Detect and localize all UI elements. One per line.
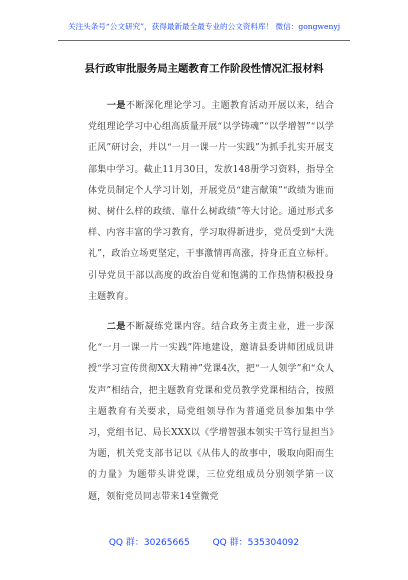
footer-qq-group-1: QQ 群：30265665: [108, 538, 190, 548]
paragraph-2-text: 不断凝练党课内容。结合政务主责主业，进一步深化“一月一课一片一实践”阵地建设，邀请县委讲师团成员讲授“学习宣传贯彻XX大精神”党课4次，把“一人领学”和“众人发声”相结合，把主题教育党课和党员教学党课相结合，按照主题教育有关要求，局党组领导作为普通党员参加集中学习，党组书记、局长XXX以《学增智强本领实干笃行显担当》为题，机关党支部书记以《从伟人的故事中，吸取向阳而生的力量》为题带头讲党课，三位党组成员分别领学第一议题，领衔党员同志带来14堂微党: [88, 322, 334, 502]
header-banner: 关注头条号“公文研究”，获得最新最全最专业的公文资料库！ 微信：gongwenyj: [67, 22, 341, 31]
footer: [0, 537, 408, 549]
paragraph-1-lead: 一是: [106, 101, 126, 111]
paragraph-1: [88, 96, 334, 308]
paragraph-1-text: 不断深化理论学习。主题教育活动开展以来，结合党组理论学习中心组高质量开展“以学铸魂”“以学增智”“以学正风”研讨会，并以“一月一课一片一实践”为抓手扎实开展支部集中学习。截止11月30日，发放148册学习资料，指导全体党员制定个人学习计划，开展党员“建言献策”“政绩为谁而树、树什么样的政绩、靠什么树政绩”等大讨论。通过形式多样、内容丰富的学习教育，学习取得新进步，党员受到“大洗礼”，政治立场更坚定，干事激情再高涨，持身正直立标杆。引导党员干部以高度的政治自觉和饱满的工作热情积极投身主题教育。: [88, 101, 334, 302]
document-title: 县行政审批服务局主题教育工作阶段性情况汇报材料: [84, 63, 324, 75]
paragraph-2-lead: 二是: [106, 322, 126, 332]
header-divider: [58, 40, 350, 41]
footer-qq-group-2: QQ 群：535304092: [212, 538, 300, 548]
paragraph-2: [88, 317, 334, 508]
